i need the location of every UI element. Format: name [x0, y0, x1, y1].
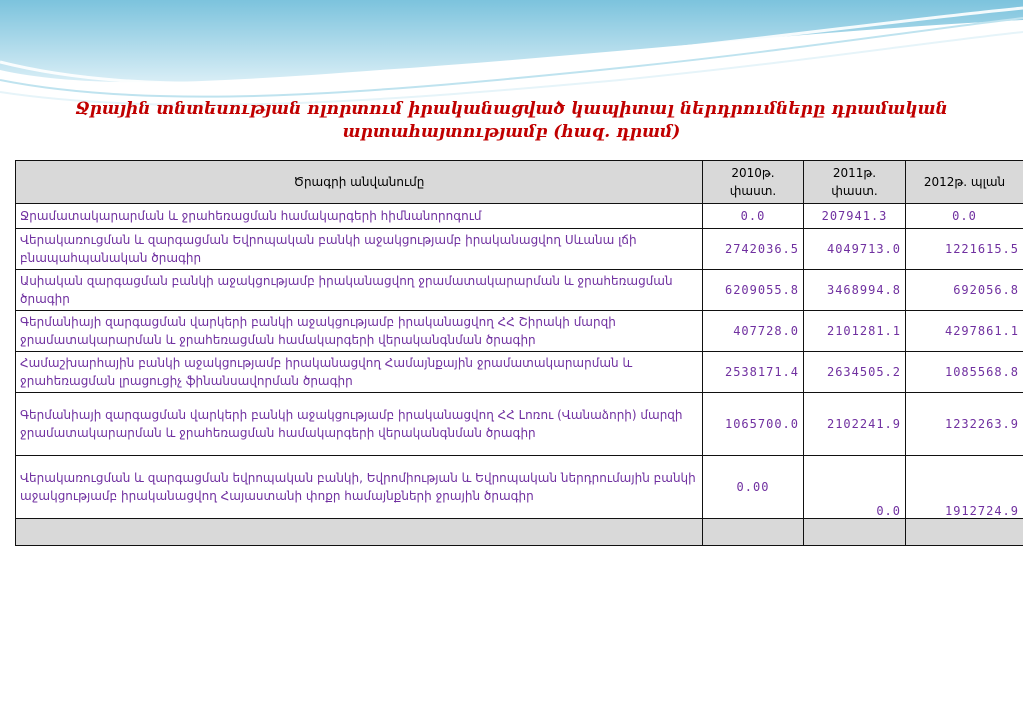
footer-cell [906, 519, 1023, 546]
header-2012: 2012թ. պլան [906, 161, 1023, 204]
program-name: Վերակառուցման և զարգացման Եվրոպական բանկի աջակցությամբ իրականացվող Սևանա լճի բնապահպանական ծրագիր [16, 229, 703, 270]
value-2012: 4297861.1 [906, 311, 1023, 352]
value-2011: 2102241.9 [804, 393, 906, 456]
table-row [16, 352, 1023, 393]
table-row [16, 204, 1023, 229]
program-name: Ջրամատակարարման և ջրահեռացման համակարգերի հիմնանորոգում [16, 204, 703, 229]
table-row [16, 456, 1023, 519]
program-name: Համաշխարհային բանկի աջակցությամբ իրականացվող Համայնքային ջրամատակարարման և ջրահեռացման լրացուցիչ ֆինանսավորման ծրագիր [16, 352, 703, 393]
table-header-row [16, 161, 1023, 204]
value-2010: 0.00 [703, 456, 804, 519]
program-name: Վերակառուցման և զարգացման եվրոպական բանկի, Եվրոմիության և Եվրոպական ներդրումային բանկի աջակցությամբ իրականացվող Հայաստանի փոքր համայնքների ջրային ծրագիր [16, 456, 703, 519]
value-2012: 692056.8 [906, 270, 1023, 311]
value-2010: 1065700.0 [703, 393, 804, 456]
value-2012: 1221615.5 [906, 229, 1023, 270]
value-2010: 407728.0 [703, 311, 804, 352]
table-row [16, 393, 1023, 456]
header-program-name: Ծրագրի անվանումը [16, 161, 703, 204]
value-2012: 1232263.9 [906, 393, 1023, 456]
program-name: Ասիական զարգացման բանկի աջակցությամբ իրականացվող ջրամատակարարման և ջրահեռացման ծրագիր [16, 270, 703, 311]
footer-cell [16, 519, 703, 546]
value-2012: 1912724.9 [906, 456, 1023, 519]
value-2012: 0.0 [906, 204, 1023, 229]
program-name: Գերմանիայի զարգացման վարկերի բանկի աջակցությամբ իրականացվող ՀՀ Լոռու (Վանաձորի) մարզի ջրամատակարարման և ջրահեռացման համակարգերի վերականգնման ծրագիր [16, 393, 703, 456]
value-2011: 0.0 [804, 456, 906, 519]
footer-cell [804, 519, 906, 546]
header-2011: 2011թ. փաստ. [804, 161, 906, 204]
investment-table [15, 160, 1023, 546]
value-2011: 2634505.2 [804, 352, 906, 393]
table-row [16, 311, 1023, 352]
program-name: Գերմանիայի զարգացման վարկերի բանկի աջակցությամբ իրականացվող ՀՀ Շիրակի մարզի ջրամատակարարման և ջրահեռացման համակարգերի վերականգնման ծրագիր [16, 311, 703, 352]
value-2011: 4049713.0 [804, 229, 906, 270]
footer-cell [703, 519, 804, 546]
value-2010: 2742036.5 [703, 229, 804, 270]
table-footer-row [16, 519, 1023, 546]
table-row [16, 229, 1023, 270]
value-2010: 6209055.8 [703, 270, 804, 311]
header-2010: 2010թ. փաստ. [703, 161, 804, 204]
value-2011: 207941.3 [804, 204, 906, 229]
value-2010: 2538171.4 [703, 352, 804, 393]
table-row [16, 270, 1023, 311]
value-2011: 2101281.1 [804, 311, 906, 352]
value-2012: 1085568.8 [906, 352, 1023, 393]
page-title: Ջրային տնտեսության ոլորտում իրականացված կապիտալ ներդրումները դրամական արտահայտությամբ (հազ. դրամ) [75, 99, 948, 142]
value-2011: 3468994.8 [804, 270, 906, 311]
value-2010: 0.0 [703, 204, 804, 229]
